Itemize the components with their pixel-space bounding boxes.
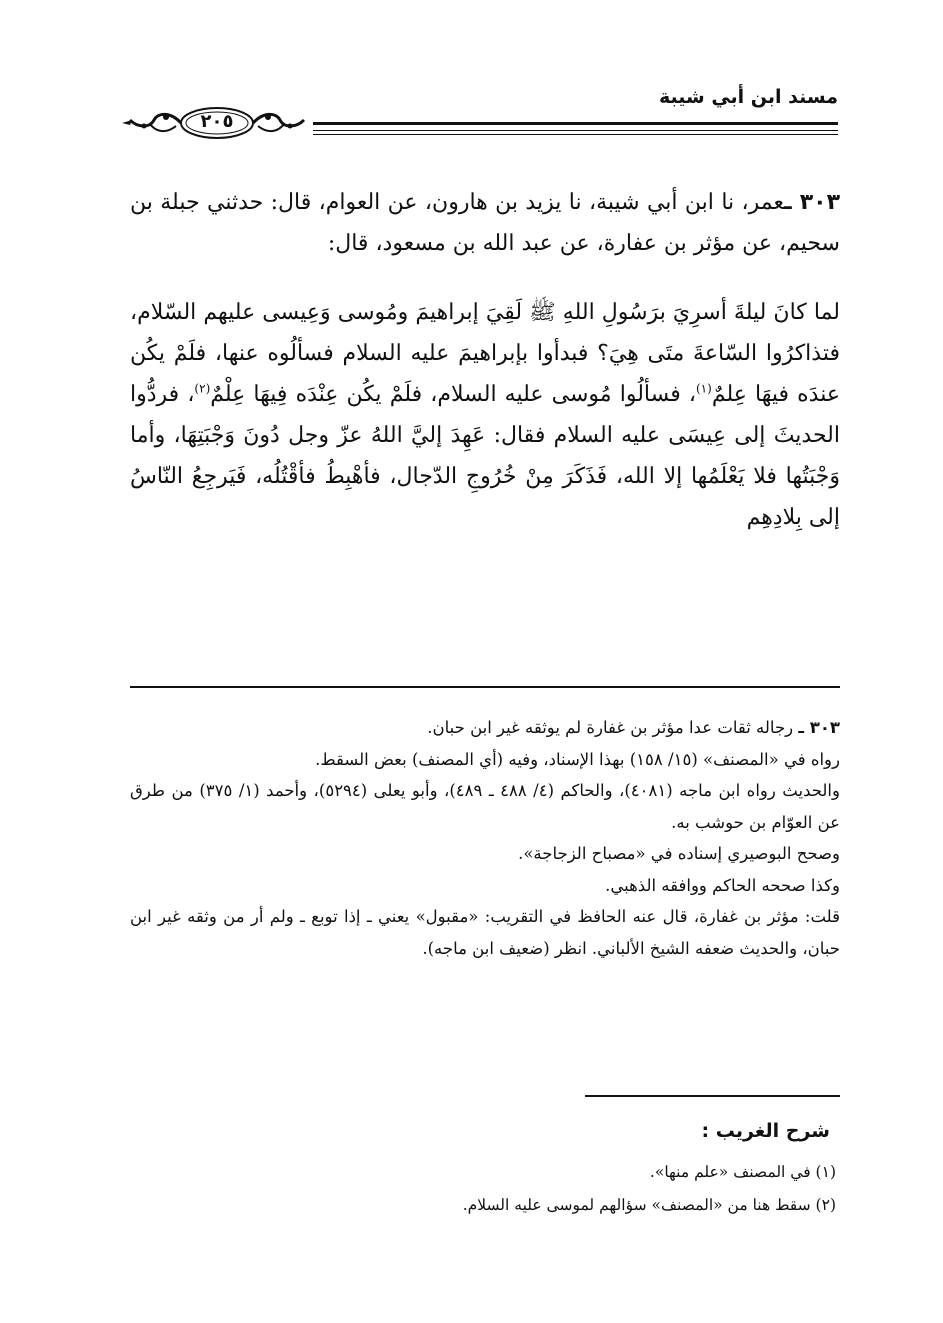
footnote-marker-2: (٢)	[194, 381, 211, 396]
gloss-divider	[585, 1095, 840, 1097]
gloss-item	[130, 1189, 836, 1222]
note-line: قلت: مؤثر بن غفارة، قال عنه الحافظ في التقريب: «مقبول» يعني ـ إذا توبع ـ ولم أر من وثقه غير ابن حبان، والحديث ضعفه الشيخ الألباني. انظر (ضعيف ابن ماجه).	[130, 907, 840, 958]
hadith-text-part-3: ، فردُّوا الحديثَ إلى عِيسَى عليه السلام فقال: عَهِدَ إليَّ اللهُ عزّ وجل دُونَ وَجْبَتِهَا، وأما وَجْبَتُها فلا يَعْلَمُها إلا الله، فَذَكَرَ مِنْ خُرُوجِ الدّجال، فأهْبِطُ فأقْتُلُه، فَيَرجِعُ النّاسُ إلى بِلادِهِم	[130, 382, 840, 530]
gloss-mark: (١)	[815, 1163, 836, 1181]
note-line: وصحح البوصيري إسناده في «مصباح الزجاجة».	[518, 844, 840, 863]
note-line: رواه في «المصنف» (١٥/ ١٥٨) بهذا الإسناد، وفيه (أي المصنف) بعض السقط.	[315, 749, 840, 769]
page-header	[118, 78, 838, 148]
note-number: ٣٠٣ ـ	[798, 718, 840, 737]
gloss-mark: (٢)	[815, 1196, 836, 1214]
main-text	[130, 182, 840, 538]
gloss-text: سقط هنا من «المصنف» سؤالهم لموسى عليه السلام.	[462, 1196, 811, 1214]
header-rule-thick	[313, 122, 838, 125]
gloss-title: شرح الغريب :	[701, 1120, 830, 1142]
gloss-text: في المصنف «علم منها».	[649, 1163, 811, 1181]
hadith-text-part-2: ، فسألُوا مُوسى عليه السلام، فلَمْ يكُن عِنْدَه فِيهَا عِلْمٌ	[210, 382, 696, 407]
isnad-paragraph	[130, 182, 840, 264]
takhrij-notes	[130, 712, 840, 964]
gloss-item	[130, 1156, 836, 1189]
hadith-text-part-1: لما كانَ ليلةَ أسرِيَ برَسُولِ اللهِ ﷺ لَقِيَ إبراهيمَ ومُوسى وَعِيسى عليهم السّلام، فتذاكرُوا السّاعةَ متَى هِيَ؟ فبدأوا بإبراهيمَ عليه السلام فسألُوه عنها، فلَمْ يكُن عندَه فيهَا عِلمٌ	[130, 300, 840, 407]
note-line	[130, 712, 840, 744]
header-rule-thin	[313, 130, 838, 131]
footnote-divider	[130, 686, 840, 688]
hadith-paragraph	[130, 292, 840, 538]
hadith-number: ٣٠٣ ـ	[784, 190, 841, 215]
note-line: والحديث رواه ابن ماجه (٤٠٨١)، والحاكم (٤/ ٤٨٨ ـ ٤٨٩)، وأبو يعلى (٥٢٩٤)، وأحمد (١/ ٣٧٥) من طرق عن العوّام بن حوشب به.	[130, 781, 840, 832]
footnote-marker-1: (١)	[695, 381, 712, 396]
note-text: رجاله ثقات عدا مؤثر بن غفارة لم يوثقه غير ابن حبان.	[427, 718, 794, 737]
running-title: مسند ابن أبي شيبة	[658, 86, 838, 108]
note-line: وكذا صححه الحاكم ووافقه الذهبي.	[605, 875, 840, 895]
page-number: ٢٠٥	[200, 111, 234, 132]
gloss-section	[130, 1112, 840, 1222]
header-rule-thin-lower	[313, 134, 838, 135]
isnad-text: عمر، نا ابن أبي شيبة، نا يزيد بن هارون، عن العوام، قال: حدثني جبلة بن سحيم، عن مؤثر بن عفارة، عن عبد الله بن مسعود، قال:	[130, 190, 840, 256]
